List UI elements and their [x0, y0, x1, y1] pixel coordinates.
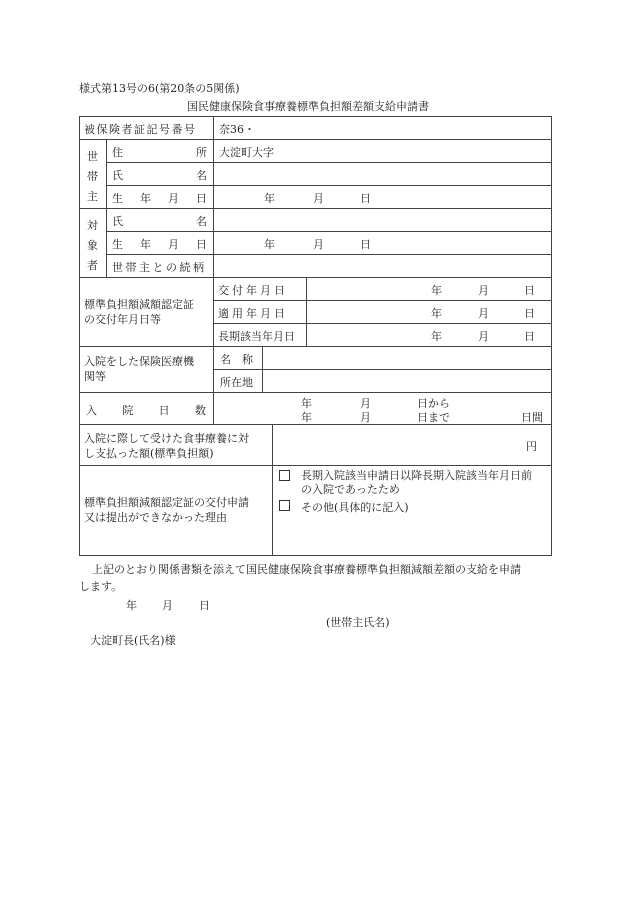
reason-option-1-text: 長期入院該当申請日以降長期入院該当年月日前 の入院であったため [301, 469, 532, 496]
long-term-date-day: 日 [524, 330, 535, 343]
long-term-date-month: 月 [478, 330, 489, 343]
insured-number-value: 奈36・ [219, 123, 255, 136]
issue-date-month: 月 [478, 284, 489, 297]
household-name-label: 氏 名 [112, 169, 207, 182]
subject-label: 対 象 者 [87, 219, 98, 272]
hospital-label: 入院をした保険医療機 関等 [84, 355, 194, 383]
apply-date-month: 月 [478, 307, 489, 320]
subject-name-label: 氏 名 [112, 215, 207, 228]
applicant-name-label: (世帯主氏名) [326, 616, 390, 629]
stay-to-year: 年 [301, 411, 312, 424]
long-term-date-year: 年 [431, 330, 442, 343]
reason-option-2-text: その他(具体的に記入) [301, 501, 409, 514]
stay-days-label: 入 院 日 数 [86, 404, 206, 417]
declaration-line2: します。 [79, 580, 123, 593]
household-dob-label: 生 年 月 日 [112, 192, 207, 205]
issue-date-year: 年 [431, 284, 442, 297]
household-address-label: 住 所 [112, 146, 207, 159]
issue-date-day: 日 [524, 284, 535, 297]
subject-relation-label: 世帯主との続柄 [112, 261, 207, 274]
date-day: 日 [199, 599, 210, 612]
hospital-name-field[interactable] [264, 347, 550, 368]
household-dob-month: 月 [313, 192, 324, 205]
subject-relation-field[interactable] [215, 255, 550, 276]
meal-cost-field[interactable] [274, 426, 524, 463]
subject-dob-year: 年 [264, 238, 275, 251]
household-name-field[interactable] [215, 163, 550, 184]
form-title: 国民健康保険食事療養標準負担額差額支給申請書 [187, 100, 429, 113]
stay-days-unit: 日間 [521, 411, 543, 424]
form-number: 様式第13号の6(第20条の5関係) [79, 82, 240, 95]
reason-label: 標準負担額減額認定証の交付申請 又は提出ができなかった理由 [84, 496, 249, 524]
subject-dob-month: 月 [313, 238, 324, 251]
long-term-date-label: 長期該当年月日 [218, 330, 295, 343]
apply-date-label: 適用年月日 [218, 307, 288, 320]
subject-dob-day: 日 [360, 238, 371, 251]
checkbox-icon[interactable] [279, 500, 290, 511]
meal-cost-unit: 円 [526, 440, 537, 453]
certificate-label: 標準負担額減額認定証 の交付年月日等 [84, 298, 194, 326]
subject-dob-label: 生 年 月 日 [112, 238, 207, 251]
hospital-location-label: 所在地 [220, 376, 253, 389]
apply-date-day: 日 [524, 307, 535, 320]
subject-name-field[interactable] [215, 209, 550, 230]
stay-from-year: 年 [301, 397, 312, 410]
issue-date-label: 交付年月日 [218, 284, 288, 297]
household-dob-year: 年 [264, 192, 275, 205]
declaration-line1: 上記のとおり関係書類を添えて国民健康保険食事療養標準負担額減額差額の支給を申請 [92, 563, 521, 576]
household-address-value: 大淀町大字 [219, 146, 274, 159]
hospital-location-field[interactable] [264, 370, 550, 391]
addressee: 大淀町長(氏名)様 [90, 634, 176, 647]
hospital-name-label: 名 称 [220, 353, 253, 366]
stay-from-day: 日から [417, 397, 450, 410]
stay-to-day: 日まで [417, 411, 450, 424]
stay-from-month: 月 [360, 397, 371, 410]
household-dob-day: 日 [360, 192, 371, 205]
reason-option-2[interactable] [279, 500, 290, 513]
stay-to-month: 月 [360, 411, 371, 424]
apply-date-year: 年 [431, 307, 442, 320]
meal-cost-label: 入院に際して受けた食事療養に対 し支払った額(標準負担額) [84, 432, 249, 460]
household-head-label: 世 帯 主 [87, 150, 98, 203]
insured-number-label: 被保険者証記号番号 [84, 123, 197, 136]
reason-option-1[interactable] [279, 470, 290, 483]
date-month: 月 [162, 599, 173, 612]
date-year: 年 [126, 599, 137, 612]
checkbox-icon[interactable] [279, 470, 290, 481]
